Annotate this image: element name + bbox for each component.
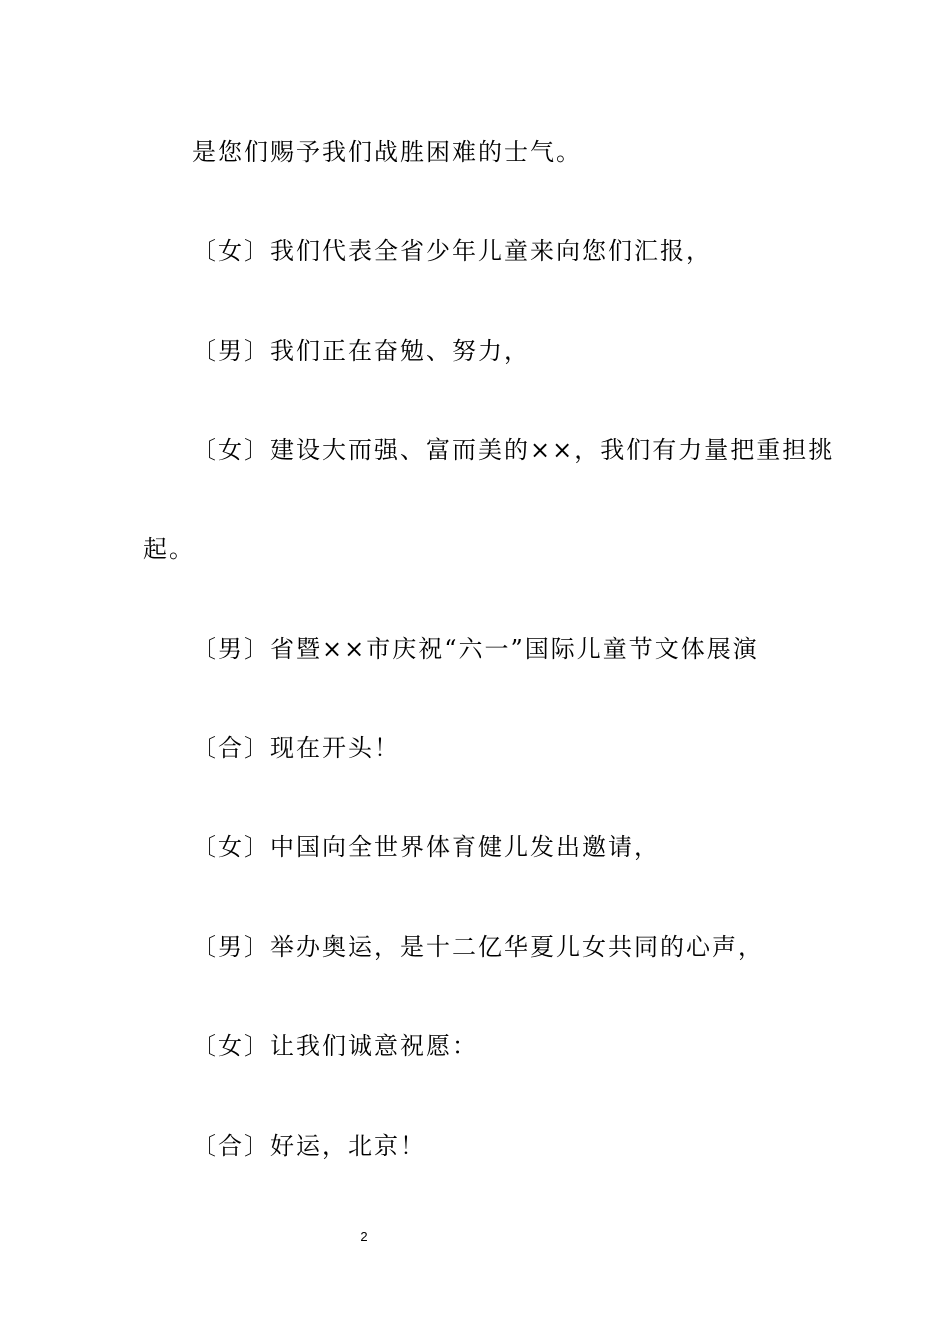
text-line: 起。 [143,535,195,563]
text-line: 〔男〕省暨××市庆祝“六一”国际儿童节文体展演 [192,635,759,663]
text-line: 〔合〕现在开头！ [192,734,400,762]
text-line: 〔女〕建设大而强、富而美的××，我们有力量把重担挑 [192,436,835,464]
text-line: 〔男〕举办奥运，是十二亿华夏儿女共同的心声， [192,933,764,961]
page-number: 2 [360,1229,368,1244]
text-line: 〔女〕我们代表全省少年儿童来向您们汇报， [192,237,712,265]
text-line: 〔女〕让我们诚意祝愿： [192,1032,478,1060]
text-line: 〔合〕好运，北京！ [192,1132,426,1160]
text-line: 是您们赐予我们战胜困难的士气。 [192,138,582,166]
text-line: 〔女〕中国向全世界体育健儿发出邀请， [192,833,660,861]
text-line: 〔男〕我们正在奋勉、努力， [192,337,530,365]
